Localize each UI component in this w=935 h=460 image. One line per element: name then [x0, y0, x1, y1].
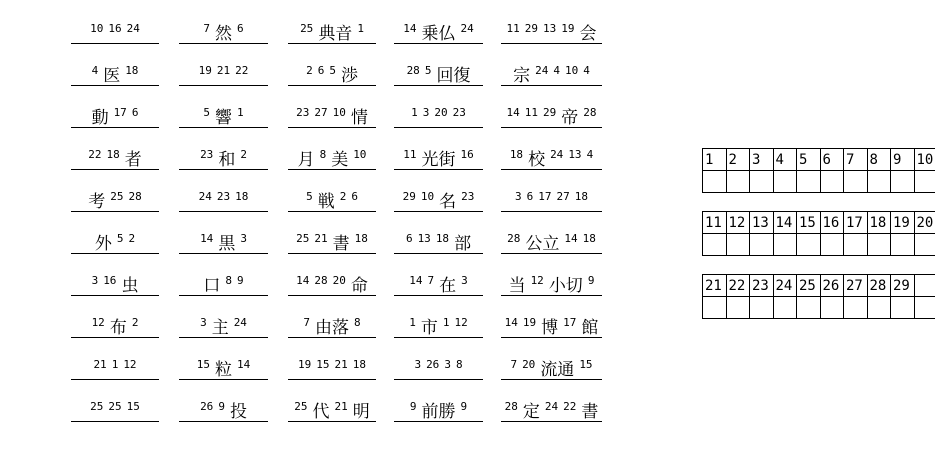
answer-number: 4 — [583, 64, 590, 77]
answer-number: 4 — [91, 64, 99, 77]
grid-answer-cell — [914, 171, 935, 193]
grid-number-cell: 18 — [867, 212, 891, 234]
answer-number: 22 — [563, 400, 577, 413]
given-kanji: 代 — [312, 402, 330, 422]
grid-answer-cell — [867, 171, 891, 193]
given-kanji: 口 — [203, 276, 221, 296]
puzzle-entry — [394, 101, 483, 128]
answer-number: 7 — [303, 316, 310, 329]
grid-number-cell: 28 — [867, 275, 891, 297]
given-kanji: 小切 — [548, 276, 583, 296]
answer-number: 18 — [435, 232, 450, 245]
puzzle-entry — [394, 59, 483, 86]
answer-number: 18 — [509, 148, 524, 161]
grid-answer-cell — [703, 297, 727, 319]
given-kanji: 公立 — [525, 234, 560, 254]
answer-number: 9 — [460, 400, 468, 413]
answer-number: 11 — [506, 22, 520, 35]
given-kanji: 医 — [103, 66, 121, 86]
grid-answer-cell — [844, 234, 868, 256]
answer-number: 12 — [454, 316, 468, 329]
answer-number: 25 — [90, 400, 104, 413]
given-kanji: 美 — [331, 150, 349, 170]
grid-number-cell: 10 — [914, 149, 935, 171]
answer-number: 8 — [225, 274, 232, 287]
answer-number: 5 — [329, 64, 336, 77]
given-kanji: 主 — [211, 318, 229, 338]
puzzle-entry — [179, 101, 268, 128]
grid-answer-cell — [797, 171, 821, 193]
answer-number: 3 — [200, 316, 207, 329]
answer-number: 21 — [334, 358, 348, 371]
grid-answer-cell — [726, 171, 750, 193]
puzzle-entry — [501, 353, 602, 380]
answer-number: 18 — [354, 232, 368, 245]
given-kanji: 虫 — [121, 276, 139, 296]
grid-answer-cell — [797, 297, 821, 319]
grid-number-cell: 15 — [797, 212, 821, 234]
answer-number: 29 — [402, 190, 416, 203]
answer-number: 18 — [106, 148, 120, 161]
answer-number: 24 — [126, 22, 140, 35]
grid-number-cell: 7 — [844, 149, 868, 171]
grid-answer-cell — [891, 234, 915, 256]
answer-number: 19 — [522, 316, 537, 329]
answer-number: 8 — [354, 316, 361, 329]
given-kanji: 定 — [522, 402, 540, 422]
puzzle-entry — [71, 269, 159, 296]
answer-number: 10 — [353, 148, 367, 161]
grid-answer-cell — [820, 171, 844, 193]
answer-number: 11 — [403, 148, 417, 161]
answer-number: 25 — [296, 232, 310, 245]
puzzle-entry — [288, 311, 376, 338]
given-kanji: 会 — [579, 24, 597, 44]
answer-number: 14 — [504, 316, 518, 329]
puzzle-entry — [179, 269, 268, 296]
grid-number-cell: 6 — [820, 149, 844, 171]
answer-number: 12 — [91, 316, 105, 329]
puzzle-entry — [288, 101, 376, 128]
given-kanji: 書 — [332, 234, 350, 254]
answer-number: 14 — [296, 274, 310, 287]
grid-number-cell: 23 — [750, 275, 774, 297]
answer-number: 24 — [535, 64, 549, 77]
answer-number: 17 — [538, 190, 552, 203]
grid-answer-cell — [773, 171, 797, 193]
puzzle-entry — [71, 101, 159, 128]
puzzle-entry — [179, 353, 268, 380]
grid-number-cell: 9 — [891, 149, 915, 171]
puzzle-entry — [501, 395, 602, 422]
grid-number-cell: 19 — [891, 212, 915, 234]
puzzle-entry — [71, 395, 159, 422]
answer-number: 25 — [300, 22, 314, 35]
answer-number: 21 — [334, 400, 348, 413]
grid-number-cell: 21 — [703, 275, 727, 297]
answer-number: 2 — [128, 232, 136, 245]
puzzle-entry — [179, 227, 268, 254]
answer-number: 18 — [125, 64, 139, 77]
answer-grid-3 — [702, 274, 935, 319]
answer-number: 13 — [568, 148, 582, 161]
grid-number-cell: 5 — [797, 149, 821, 171]
answer-number: 24 — [544, 400, 559, 413]
puzzle-entry — [394, 143, 483, 170]
answer-number: 22 — [88, 148, 102, 161]
given-kanji: 明 — [352, 402, 370, 422]
given-kanji: 乗仏 — [421, 24, 456, 44]
answer-number: 18 — [582, 232, 596, 245]
answer-number: 25 — [294, 400, 308, 413]
grid-number-cell: 20 — [914, 212, 935, 234]
grid-answer-cell — [914, 234, 935, 256]
grid-number-cell: 3 — [750, 149, 774, 171]
answer-number: 23 — [296, 106, 310, 119]
given-kanji: 響 — [215, 108, 232, 128]
answer-number: 23 — [200, 148, 214, 161]
grid-answer-cell — [867, 297, 891, 319]
answer-number: 3 — [414, 358, 422, 371]
answer-number: 1 — [357, 22, 364, 35]
answer-number: 14 — [200, 232, 214, 245]
answer-number: 9 — [218, 400, 225, 413]
grid-answer-cell — [750, 234, 774, 256]
puzzle-entry — [394, 185, 483, 212]
puzzle-entry — [394, 395, 483, 422]
answer-number: 18 — [235, 190, 249, 203]
answer-number: 28 — [583, 106, 597, 119]
answer-number: 15 — [126, 400, 140, 413]
answer-number: 28 — [504, 400, 518, 413]
puzzle-entry — [71, 17, 159, 44]
puzzle-entry — [501, 101, 602, 128]
grid-number-cell: 1 — [703, 149, 727, 171]
grid-answer-cell — [750, 171, 774, 193]
answer-number: 12 — [530, 274, 544, 287]
grid-number-cell: 16 — [820, 212, 844, 234]
grid-answer-cell — [820, 297, 844, 319]
answer-number: 10 — [565, 64, 579, 77]
given-kanji: 考 — [88, 192, 106, 212]
puzzle-entry — [394, 17, 483, 44]
answer-number: 6 — [131, 106, 139, 119]
answer-grids-panel — [702, 0, 934, 460]
given-kanji: 命 — [350, 276, 368, 296]
puzzle-entry — [71, 227, 159, 254]
answer-number: 16 — [103, 274, 117, 287]
grid-answer-cell — [726, 234, 750, 256]
answer-number: 3 — [91, 274, 99, 287]
grid-answer-cell — [867, 234, 891, 256]
answer-number: 9 — [587, 274, 595, 287]
grid-number-cell: 26 — [820, 275, 844, 297]
grid-answer-cell — [844, 171, 868, 193]
given-kanji: 戦 — [317, 192, 335, 212]
answer-number: 9 — [409, 400, 417, 413]
answer-number: 19 — [561, 22, 575, 35]
answer-number: 14 — [409, 274, 423, 287]
puzzle-entry — [179, 143, 268, 170]
answer-number: 26 — [200, 400, 214, 413]
answer-number: 19 — [198, 64, 212, 77]
answer-number: 23 — [452, 106, 466, 119]
answer-number: 26 — [426, 358, 440, 371]
answer-number: 6 — [317, 64, 325, 77]
grid-answer-cell — [703, 234, 727, 256]
answer-number: 20 — [522, 358, 536, 371]
answer-number: 5 — [116, 232, 124, 245]
given-kanji: 前勝 — [421, 402, 456, 422]
answer-number: 2 — [240, 148, 247, 161]
puzzle-entry — [394, 269, 483, 296]
given-kanji: 館 — [581, 318, 599, 338]
puzzle-entry — [288, 353, 376, 380]
given-kanji: 校 — [528, 150, 546, 170]
answer-number: 24 — [460, 22, 474, 35]
answer-number: 23 — [216, 190, 231, 203]
grid-answer-cell — [797, 234, 821, 256]
answer-number: 3 — [444, 358, 451, 371]
given-kanji: 動 — [91, 108, 109, 128]
answer-number: 28 — [314, 274, 328, 287]
puzzle-entry — [501, 59, 602, 86]
answer-number: 24 — [198, 190, 212, 203]
answer-number: 28 — [507, 232, 521, 245]
answer-number: 8 — [319, 148, 327, 161]
grid-number-cell: 13 — [750, 212, 774, 234]
answer-number: 28 — [128, 190, 142, 203]
answer-number: 6 — [237, 22, 244, 35]
given-kanji: 回復 — [436, 66, 471, 86]
puzzle-entry — [501, 185, 602, 212]
answer-number: 3 — [422, 106, 430, 119]
answer-number: 17 — [563, 316, 577, 329]
answer-number: 6 — [351, 190, 358, 203]
grid-number-cell: 22 — [726, 275, 750, 297]
answer-number: 20 — [332, 274, 346, 287]
answer-number: 27 — [314, 106, 328, 119]
puzzle-entry — [71, 59, 159, 86]
puzzle-entry — [71, 143, 159, 170]
given-kanji: 帝 — [561, 108, 579, 128]
puzzle-entry — [288, 185, 376, 212]
answer-number: 1 — [409, 316, 416, 329]
given-kanji: 宗 — [513, 66, 531, 86]
answer-number: 24 — [550, 148, 564, 161]
answer-number: 3 — [515, 190, 522, 203]
given-kanji: 博 — [541, 318, 559, 338]
answer-number: 24 — [233, 316, 247, 329]
grid-number-cell: 8 — [867, 149, 891, 171]
answer-number: 3 — [461, 274, 468, 287]
answer-number: 21 — [216, 64, 231, 77]
given-kanji: 典音 — [318, 24, 353, 44]
given-kanji: 由落 — [315, 318, 349, 338]
given-kanji: 黒 — [218, 234, 236, 254]
grid-number-cell: 25 — [797, 275, 821, 297]
puzzle-entry — [288, 227, 376, 254]
puzzle-entry — [71, 353, 159, 380]
puzzle-entry — [179, 185, 268, 212]
answer-number: 2 — [339, 190, 347, 203]
puzzle-entry — [71, 185, 159, 212]
given-kanji: 布 — [109, 318, 127, 338]
answer-number: 10 — [420, 190, 435, 203]
puzzle-entry — [501, 311, 602, 338]
grid-number-cell: 14 — [773, 212, 797, 234]
answer-number: 17 — [113, 106, 127, 119]
answer-number: 5 — [203, 106, 210, 119]
given-kanji: 情 — [350, 108, 368, 128]
given-kanji: 当 — [508, 276, 526, 296]
puzzle-entry — [179, 59, 268, 86]
answer-number: 1 — [442, 316, 450, 329]
answer-number: 1 — [111, 358, 119, 371]
given-kanji: 者 — [124, 150, 142, 170]
puzzle-entry — [501, 227, 602, 254]
answer-number: 13 — [417, 232, 431, 245]
given-kanji: 粒 — [215, 360, 232, 380]
answer-number: 10 — [90, 22, 104, 35]
given-kanji: 和 — [218, 150, 236, 170]
puzzle-entry — [501, 269, 602, 296]
answer-number: 20 — [434, 106, 448, 119]
given-kanji: 光街 — [421, 150, 456, 170]
answer-number: 28 — [406, 64, 420, 77]
puzzle-entry — [179, 311, 268, 338]
grid-answer-cell — [891, 171, 915, 193]
answer-number: 29 — [543, 106, 557, 119]
grid-number-cell: 12 — [726, 212, 750, 234]
answer-number: 22 — [235, 64, 249, 77]
given-kanji: 書 — [581, 402, 599, 422]
given-kanji: 然 — [215, 24, 232, 44]
grid-answer-cell — [773, 234, 797, 256]
answer-grid-1 — [702, 148, 935, 193]
puzzle-entry — [394, 353, 483, 380]
answer-number: 7 — [427, 274, 435, 287]
given-kanji: 投 — [229, 402, 247, 422]
grid-number-cell: 11 — [703, 212, 727, 234]
grid-number-cell: 29 — [891, 275, 915, 297]
grid-number-cell — [914, 275, 935, 297]
grid-answer-cell — [726, 297, 750, 319]
grid-number-cell: 24 — [773, 275, 797, 297]
puzzle-entry — [179, 395, 268, 422]
grid-answer-cell — [844, 297, 868, 319]
answer-number: 4 — [553, 64, 560, 77]
grid-answer-cell — [773, 297, 797, 319]
answer-number: 1 — [237, 106, 244, 119]
answer-number: 14 — [403, 22, 417, 35]
answer-number: 5 — [424, 64, 432, 77]
answer-number: 15 — [579, 358, 593, 371]
grid-answer-cell — [750, 297, 774, 319]
grid-number-cell: 2 — [726, 149, 750, 171]
answer-number: 4 — [586, 148, 594, 161]
grid-answer-cell — [914, 297, 935, 319]
answer-number: 2 — [306, 64, 313, 77]
grid-answer-cell — [891, 297, 915, 319]
answer-number: 27 — [556, 190, 570, 203]
answer-number: 6 — [526, 190, 534, 203]
puzzle-entry — [288, 17, 376, 44]
answer-number: 1 — [411, 106, 418, 119]
answer-number: 25 — [110, 190, 124, 203]
answer-number: 23 — [461, 190, 475, 203]
given-kanji: 市 — [420, 318, 438, 338]
answer-number: 15 — [196, 358, 210, 371]
answer-number: 15 — [316, 358, 330, 371]
grid-number-cell: 27 — [844, 275, 868, 297]
answer-number: 25 — [108, 400, 122, 413]
answer-number: 29 — [524, 22, 538, 35]
answer-number: 19 — [298, 358, 312, 371]
answer-number: 10 — [332, 106, 346, 119]
puzzle-entry — [501, 143, 602, 170]
answer-number: 2 — [131, 316, 139, 329]
answer-number: 16 — [108, 22, 122, 35]
grid-number-cell: 17 — [844, 212, 868, 234]
answer-number: 5 — [306, 190, 313, 203]
answer-number: 7 — [510, 358, 518, 371]
given-kanji: 外 — [94, 234, 112, 254]
puzzle-entry — [394, 227, 483, 254]
given-kanji: 月 — [297, 150, 315, 170]
answer-number: 18 — [352, 358, 366, 371]
answer-grid-2 — [702, 211, 935, 256]
puzzle-entry — [501, 17, 602, 44]
puzzle-entry — [288, 143, 376, 170]
answer-number: 12 — [123, 358, 137, 371]
given-kanji: 渉 — [340, 66, 358, 86]
grid-number-cell: 4 — [773, 149, 797, 171]
answer-number: 8 — [455, 358, 463, 371]
answer-number: 21 — [314, 232, 328, 245]
answer-number: 16 — [460, 148, 474, 161]
given-kanji: 流通 — [540, 360, 575, 380]
puzzle-entry — [288, 395, 376, 422]
grid-answer-cell — [703, 171, 727, 193]
given-kanji: 在 — [439, 276, 457, 296]
answer-number: 7 — [203, 22, 210, 35]
answer-number: 11 — [524, 106, 538, 119]
answer-number: 14 — [564, 232, 578, 245]
answer-number: 6 — [405, 232, 413, 245]
given-kanji: 名 — [439, 192, 457, 212]
puzzle-entry — [288, 59, 376, 86]
answer-number: 3 — [240, 232, 247, 245]
answer-number: 9 — [237, 274, 244, 287]
given-kanji: 部 — [454, 234, 472, 254]
answer-number: 14 — [506, 106, 520, 119]
puzzle-entry — [394, 311, 483, 338]
answer-number: 18 — [574, 190, 588, 203]
puzzle-entry — [179, 17, 268, 44]
grid-answer-cell — [820, 234, 844, 256]
answer-number: 21 — [93, 358, 107, 371]
answer-number: 14 — [237, 358, 251, 371]
answer-number: 13 — [543, 22, 557, 35]
puzzle-entry — [71, 311, 159, 338]
puzzle-entry — [288, 269, 376, 296]
